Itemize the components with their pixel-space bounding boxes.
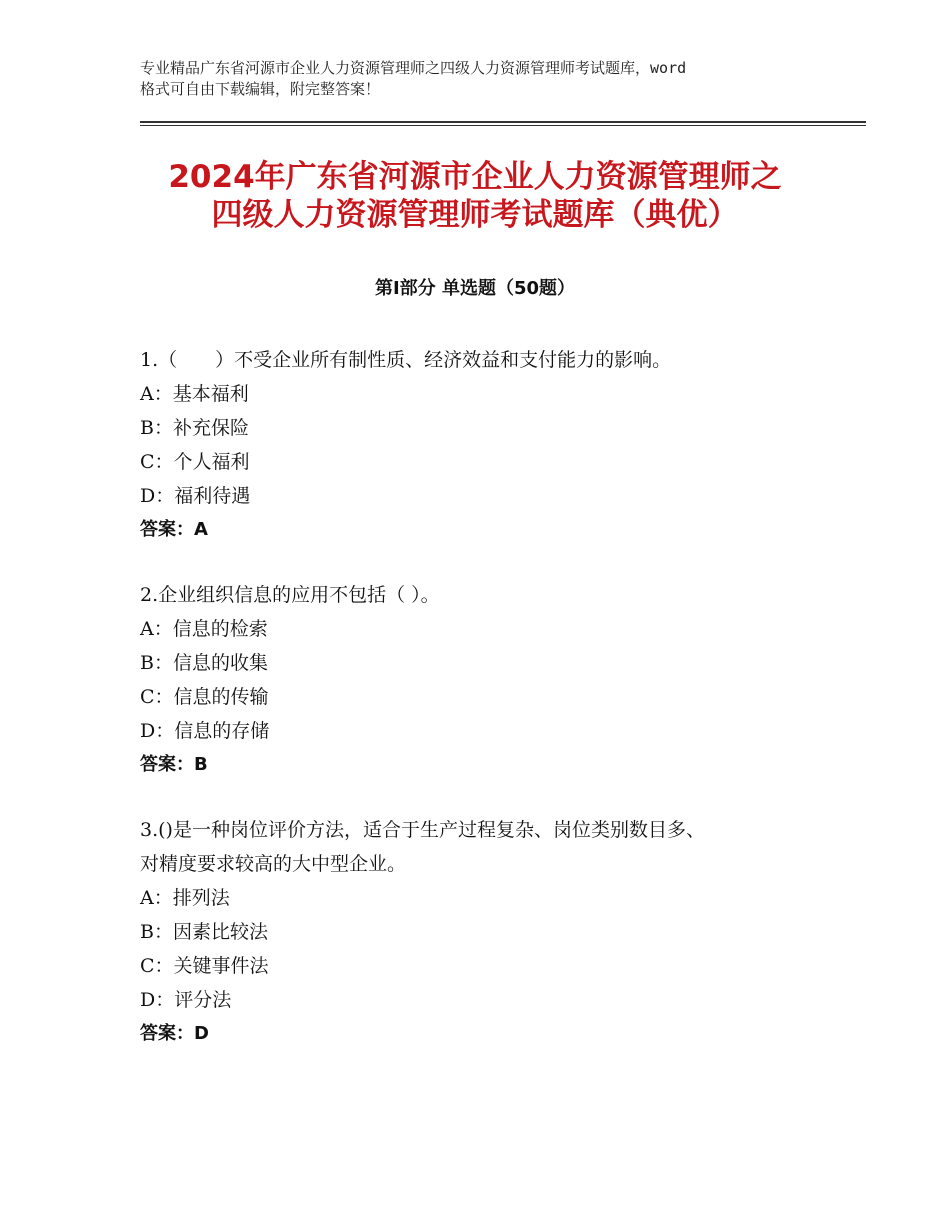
answer: 答案：B — [140, 754, 208, 775]
option-d: D：评分法 — [140, 989, 232, 1011]
question-1 — [140, 343, 840, 547]
answer: 答案：D — [140, 1023, 209, 1044]
section-heading: 第Ⅰ部分 单选题（50题） — [374, 278, 575, 299]
question-list — [140, 343, 840, 1082]
option-d: D：福利待遇 — [140, 485, 251, 507]
option-b: B：因素比较法 — [140, 921, 268, 943]
header-note: 专业精品广东省河源市企业人力资源管理师之四级人力资源管理师考试题库，word 格式可自由下载编辑，附完整答案！ — [140, 59, 687, 98]
header-rule-thin — [140, 125, 866, 126]
option-c: C：关键事件法 — [140, 955, 269, 977]
question-stem: 1.（ ）不受企业所有制性质、经济效益和支付能力的影响。 — [140, 349, 672, 371]
question-stem: 3.()是一种岗位评价方法，适合于生产过程复杂、岗位类别数目多、 对精度要求较高的大中型企业。 — [140, 819, 705, 875]
header-rule-thick — [140, 121, 866, 123]
option-a: A：基本福利 — [140, 383, 249, 405]
question-stem: 2.企业组织信息的应用不包括（ ）。 — [140, 584, 440, 606]
option-d: D：信息的存储 — [140, 720, 270, 742]
document-title: 2024年广东省河源市企业人力资源管理师之 四级人力资源管理师考试题库（典优） — [168, 159, 782, 233]
option-a: A：信息的检索 — [140, 618, 268, 640]
option-b: B：补充保险 — [140, 417, 249, 439]
option-a: A：排列法 — [140, 887, 230, 909]
option-c: C：个人福利 — [140, 451, 250, 473]
answer: 答案：A — [140, 519, 208, 540]
question-3 — [140, 813, 840, 1051]
option-c: C：信息的传输 — [140, 686, 269, 708]
option-b: B：信息的收集 — [140, 652, 268, 674]
question-2 — [140, 578, 840, 782]
